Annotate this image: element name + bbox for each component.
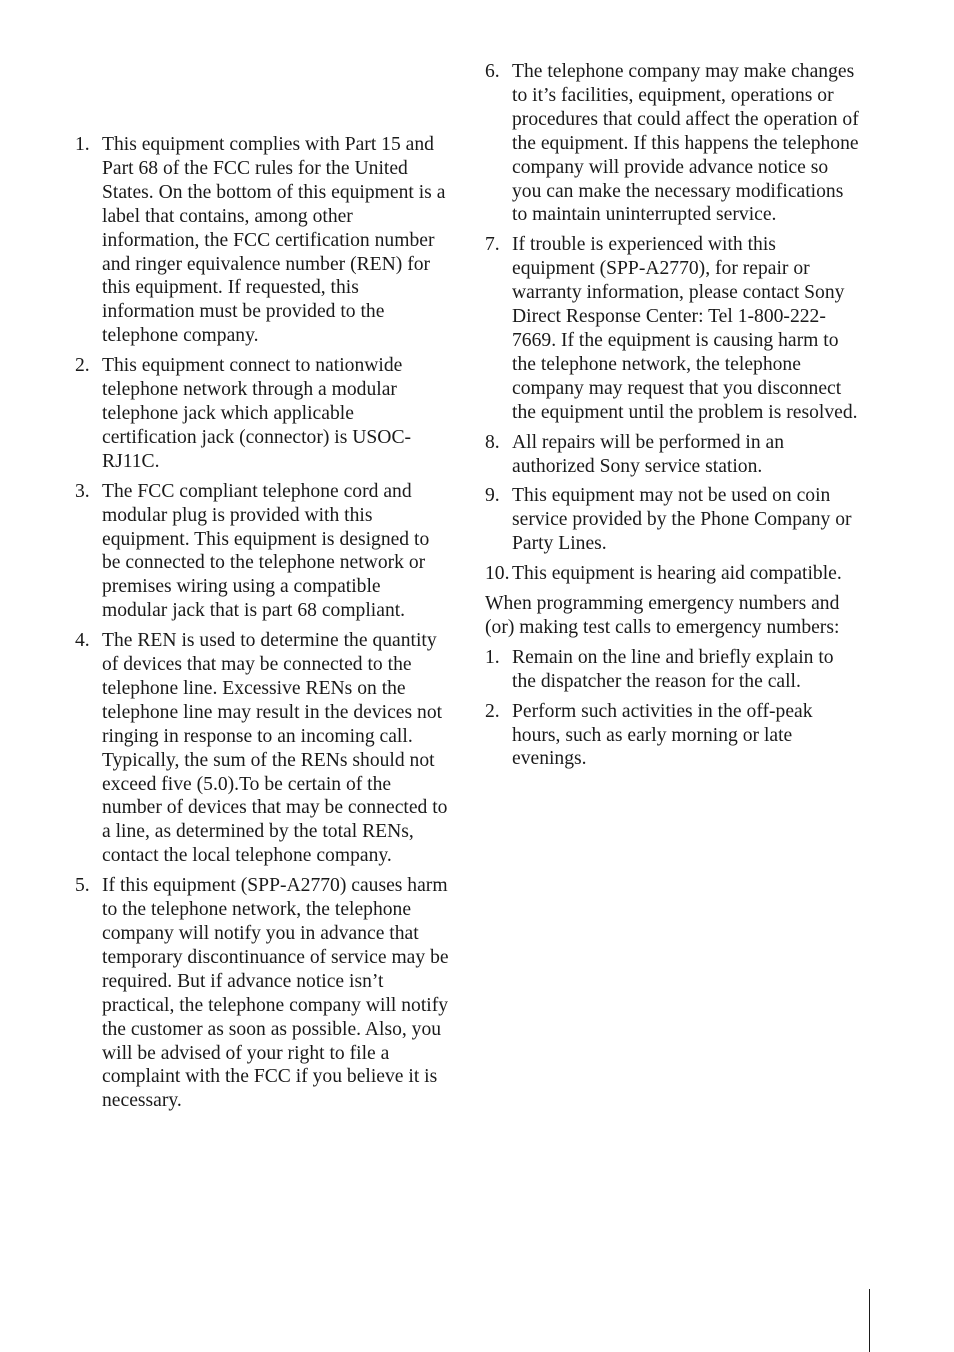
emergency-intro: When programming emergency numbers and (or) making test calls to emergency numbers: [485,593,840,638]
item-number: 10. [485,563,510,585]
item-text: All repairs will be performed in an authorized Sony service station. [512,431,785,477]
list-item [75,354,450,474]
right-column [485,60,860,777]
item-number: 1. [485,646,500,668]
item-number: 3. [75,480,90,502]
item-number: 2. [75,355,90,377]
item-text: The REN is used to determine the quantity of devices that may be connected to the telephone line. Excessive RENs on the telephone line may result in the devices not ringing in response to an incoming call. Typically, the sum of the RENs should not exceed five (5.0).To be certain of the number of devices that may be connected to a line, as determined by the total RENs, contact the local telephone company. [102,630,448,867]
list-item [485,484,860,556]
list-item [75,874,450,1113]
item-text: This equipment complies with Part 15 and Part 68 of the FCC rules for the United States. On the bottom of this equipment is a label that contains, among other information, the FCC certification number and ringer equivalence number (REN) for this equipment. If requested, this information must be provided to the telephone company. [102,134,446,347]
item-text: This equipment connect to nationwide telephone network through a modular telephone jack which applicable certification jack (connector) is USOC-RJ11C. [102,355,412,472]
emergency-list-item [485,646,860,694]
item-number: 8. [485,431,500,453]
left-column [75,133,450,1119]
item-text: Perform such activities in the off-peak hours, such as early morning or late evenings. [512,700,813,770]
list-item [485,562,860,586]
item-number: 6. [485,61,500,82]
page-edge-rule [869,1289,870,1352]
item-number: 7. [485,234,500,256]
list-item [75,629,450,868]
item-number: 5. [75,875,90,897]
item-number: 4. [75,630,90,652]
list-item [75,133,450,348]
item-text: The telephone company may make changes to it’s facilities, equipment, operations or procedures that could affect the operation of the equipment. If this happens the telephone company will provide advance notice so you can make the necessary modifications to maintain uninterrupted service. [512,61,859,226]
item-text: This equipment is hearing aid compatible. [512,563,842,585]
list-item [75,480,450,623]
item-text: The FCC compliant telephone cord and modular plug is provided with this equipment. This equipment is designed to be connected to the telephone network or premises wiring using a compatible modular jack that is part 68 compliant. [102,480,430,622]
item-number: 9. [485,485,500,507]
item-number: 1. [75,134,90,155]
item-text: This equipment may not be used on coin service provided by the Phone Company or Party Lines. [512,485,852,555]
emergency-list-item [485,700,860,772]
item-number: 2. [485,700,500,722]
item-text: Remain on the line and briefly explain to the dispatcher the reason for the call. [512,646,834,692]
list-item [485,60,860,227]
item-text: If this equipment (SPP-A2770) causes harm to the telephone network, the telephone company will notify you in advance that temporary discontinuance of service may be required. But if advance notice isn’t practical, the telephone company will notify the customer as soon as possible. Also, you will be advised of your right to file a complaint with the FCC if you believe it is necessary. [102,875,449,1112]
list-item [485,431,860,479]
list-item [485,233,860,424]
item-text: If trouble is experienced with this equipment (SPP-A2770), for repair or warranty information, please contact Sony Direct Response Center: Tel 1-800-222-7669. If the equipment is causing harm to the telephone network, the telephone company may request that you disconnect the equipment until the problem is resolved. [512,234,858,423]
